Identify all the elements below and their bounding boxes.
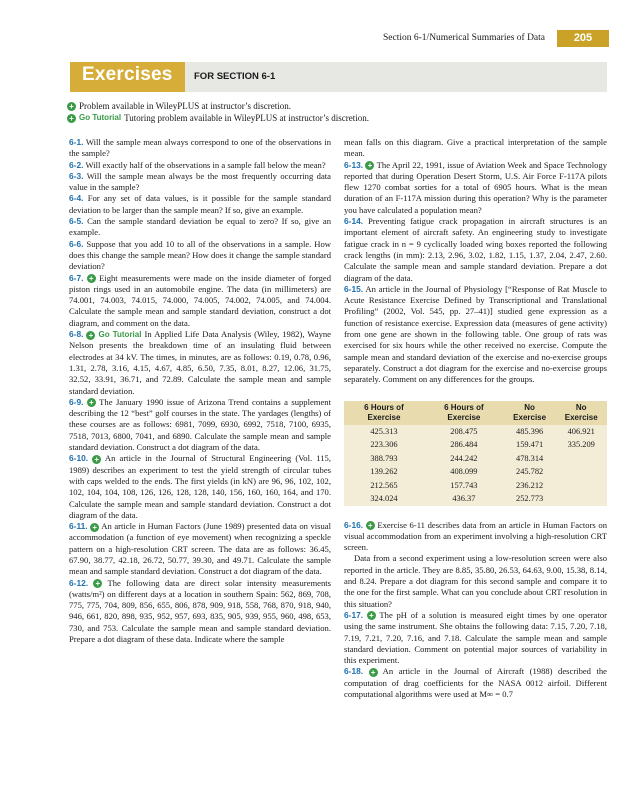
- exercise-6-14: [344, 216, 607, 284]
- exercise-number: 6-5.: [69, 216, 84, 227]
- exercise-number: 6-1.: [69, 137, 84, 147]
- table-cell: 406.921: [555, 425, 607, 439]
- table-header-cell: No Exercise: [504, 401, 556, 425]
- table-cell: 245.782: [504, 465, 556, 479]
- right-column: [344, 137, 607, 700]
- legend-tutorial-text: Tutoring problem available in WileyPLUS at instructor’s discretion.: [124, 113, 370, 123]
- table-cell: 139.262: [344, 465, 424, 479]
- page-number: 205: [557, 30, 609, 47]
- table-cell: 478.314: [504, 452, 556, 466]
- left-column: [69, 137, 331, 645]
- table-cell: 252.773: [504, 492, 556, 506]
- gene-expression-table: [344, 401, 607, 506]
- exercise-6-2: [69, 160, 331, 171]
- exercise-6-7: [69, 273, 331, 329]
- table-row: [344, 465, 607, 479]
- legend-problem-text: Problem available in WileyPLUS at instructor’s discretion.: [79, 101, 292, 111]
- table-cell: [555, 452, 607, 466]
- exercise-number: 6-2.: [69, 159, 84, 170]
- exercise-6-17: [344, 610, 607, 666]
- go-tutorial-label: Go Tutorial: [79, 113, 122, 122]
- exercise-number: 6-10.: [69, 453, 89, 464]
- exercise-number: 6-18.: [344, 666, 364, 677]
- exercise-6-1: [69, 137, 331, 160]
- exercise-text: In Applied Life Data Analysis (Wiley, 1982), Wayne Nelson presents the breakdown time of an insulating fluid between electrodes at 34 kV. The times, in minutes, are as follows: 0.19, 0.78, 0.96, 1.31, 2.78, 3.16, 4.15, 4.67, 4.85, 6.50, 7.35, 8.01, 8.27, 12.06, 31.75, 32.52, 33.91, 36.71, and 72.89. Calculate the sample mean and sample standard deviation.: [69, 329, 331, 396]
- exercise-text: Will exactly half of the observations in a sample fall below the mean?: [85, 159, 326, 170]
- table-cell: 436.37: [424, 492, 504, 506]
- exercise-text: The following data are direct solar intensity measurements (watts/m²) on different days at a location in southern Spain: 562, 869, 708, 775, 775, 704, 809, 856, 655, 806, 878, 909, 918, 558, 768, 870, 918, 940, 946, 661, 820, 898, 935, 952, 957, 693, 835, 905, 939, 955, 960, 498, 653, 730, and 753. Calculate the sample mean and sample standard deviation. Prepare a dot diagram of these data. Indicate where the sample: [69, 577, 331, 645]
- table-header-cell: 6 Hours of Exercise: [424, 401, 504, 425]
- plus-icon: +: [86, 331, 95, 340]
- go-tutorial-label: Go Tutorial: [98, 330, 142, 340]
- table-cell: 335.209: [555, 438, 607, 452]
- plus-icon: +: [67, 114, 76, 123]
- exercise-6-12-continued: mean falls on this diagram. Give a practical interpretation of the sample mean.: [344, 137, 607, 159]
- running-head: Section 6-1/Numerical Summaries of Data: [383, 33, 545, 43]
- table-cell: 286.484: [424, 438, 504, 452]
- exercise-text: Will the sample mean always be the most frequently occurring data value in the sample?: [69, 170, 331, 193]
- table-cell: 388.793: [344, 452, 424, 466]
- exercise-text: Will the sample mean always correspond to one of the observations in the sample?: [69, 137, 331, 159]
- exercise-number: 6-12.: [69, 577, 89, 588]
- exercise-text: For any set of data values, is it possible for the sample standard deviation to be larger than the sample mean? If so, give an example.: [69, 193, 331, 215]
- table-row: [344, 492, 607, 506]
- table-cell: 212.565: [344, 479, 424, 493]
- exercise-text: An article in the Journal of Structural Engineering (Vol. 115, 1989) describes an experiment to test the yield strength of circular tubes with caps welded to the ends. The first yields (in kN) are 96, 96, 102, 102, 102, 104, 104, 108, 126, 126, 128, 128, 140, 156, 160, 160, 164, and 170. Calculate the sample mean and sample standard deviation. Construct a dot diagram of the data.: [69, 453, 331, 520]
- exercise-6-16: [344, 520, 607, 554]
- table-header-cell: 6 Hours of Exercise: [344, 401, 424, 425]
- exercise-6-9: [69, 397, 331, 453]
- exercise-text: Eight measurements were made on the inside diameter of forged piston rings used in an automobile engine. The data (in millimeters) are 74.001, 74.003, 74.015, 74.000, 74.005, 74.002, 74.005, and 74.004. Calculate the sample mean and sample standard deviation, construct a dot diagram, and comment on the data.: [69, 272, 331, 328]
- exercise-6-5: [69, 216, 331, 239]
- exercise-6-11: [69, 521, 331, 577]
- plus-icon: +: [67, 102, 76, 111]
- exercise-number: 6-9.: [69, 396, 84, 407]
- exercise-text: An article in Human Factors (June 1989) presented data on visual accommodation (a function of eye movement) when recognizing a speckle pattern on a high-resolution CRT screen. The data are as follows: 36.45, 67.90, 38.77, 42.18, 26.72, 50.77, 39.30, and 49.71. Calculate the sample mean and sample standard deviation. Construct a dot diagram of the data.: [69, 521, 331, 577]
- table-cell: 236.212: [504, 479, 556, 493]
- table-cell: [555, 465, 607, 479]
- plus-icon: +: [93, 579, 102, 588]
- plus-icon: +: [90, 523, 99, 532]
- exercise-text: Preventing fatigue crack propagation in aircraft structures is an important element of aircraft safety. An engineering study to investigate fatigue crack in n = 9 cyclically loaded wing boxes reported the following crack lengths (in mm): 2.13, 2.96, 3.02, 1.82, 1.15, 1.37, 2.04, 2.47, 2.60. Calculate the sample mean and sample standard deviation. Prepare a dot diagram of the data.: [344, 216, 607, 283]
- table-header-row: [344, 401, 607, 425]
- exercise-text: Exercise 6-11 describes data from an article in Human Factors on visual accommodation from an experiment involving a high-resolution CRT screen.: [344, 519, 607, 553]
- exercise-text: An article in the Journal of Physiology [“Response of Rat Muscle to Acute Resistance Exercise Defined by Transcriptional and Translational Profiling” (2002, Vol. 545, pp. 27–41)] studied gene expression as a function of resistance exercise. Expression data (measures of gene activity) from one gene are shown in the following table. One group of rats was exercised for six hours while the other received no exercise. Compute the sample mean and standard deviation of the exercise and no-exercise groups separately. Construct a dot diagram for the exercise and no-exercise groups separately. Comment on any differences for the groups.: [344, 283, 607, 385]
- exercise-6-3: [69, 171, 331, 194]
- plus-icon: +: [366, 521, 375, 530]
- banner-subtitle: FOR SECTION 6-1: [194, 71, 276, 82]
- table-cell: 223.306: [344, 438, 424, 452]
- exercise-text: The pH of a solution is measured eight times by one operator using the same instrument. She obtains the following data: 7.15, 7.20, 7.18, 7.19, 7.21, 7.20, 7.16, and 7.18. Calculate the sample mean and sample standard deviation. Comment on potential major sources of variability in this experiment.: [344, 609, 607, 666]
- legend: [67, 100, 369, 124]
- exercise-text: Can the sample standard deviation be equal to zero? If so, give an example.: [69, 216, 331, 238]
- exercise-number: 6-8.: [69, 329, 84, 340]
- exercise-number: 6-7.: [69, 272, 84, 283]
- exercises-banner: [70, 62, 607, 92]
- table-cell: 485.396: [504, 425, 556, 439]
- exercise-6-6: [69, 239, 331, 273]
- table-row: [344, 425, 607, 439]
- exercise-text: Suppose that you add 10 to all of the observations in a sample. How does this change the sample mean? How does it change the sample standard deviation?: [69, 238, 332, 272]
- exercise-text: The April 22, 1991, issue of Aviation Week and Space Technology reported that during Operation Desert Storm, U.S. Air Force F-117A pilots flew 1270 combat sorties for a total of 6905 hours. What is the mean duration of an F-117A mission during this operation? Why is the parameter you have calculated a population mean?: [344, 159, 607, 215]
- plus-icon: +: [92, 455, 101, 464]
- banner-tab: [70, 62, 185, 92]
- exercise-number: 6-16.: [344, 519, 364, 530]
- plus-icon: +: [87, 274, 96, 283]
- table-cell: 244.242: [424, 452, 504, 466]
- table-cell: 159.471: [504, 438, 556, 452]
- legend-row-tutorial: [67, 112, 369, 124]
- exercise-number: 6-6.: [69, 238, 84, 249]
- table-row: [344, 479, 607, 493]
- plus-icon: +: [367, 611, 376, 620]
- exercise-6-4: [69, 193, 331, 216]
- table-cell: 425.313: [344, 425, 424, 439]
- table-cell: 408.099: [424, 465, 504, 479]
- plus-icon: +: [87, 398, 96, 407]
- exercise-text: The January 1990 issue of Arizona Trend contains a supplement describing the 12 “best” golf courses in the state. The yardages (lengths) of these courses are as follows: 6981, 7099, 6930, 6992, 7518, 7100, 6935, 7518, 7013, 6800, 7041, and 6890. Calculate the sample mean and sample standard deviation. Construct a dot diagram of the data.: [69, 396, 331, 453]
- table-cell: [555, 479, 607, 493]
- table-cell: 208.475: [424, 425, 504, 439]
- plus-icon: +: [365, 161, 374, 170]
- exercise-6-12: [69, 578, 331, 646]
- exercise-6-15: [344, 284, 607, 386]
- table-cell: 324.024: [344, 492, 424, 506]
- exercise-number: 6-3.: [69, 170, 84, 181]
- exercise-number: 6-11.: [69, 521, 88, 532]
- table-cell: [555, 492, 607, 506]
- table-row: [344, 452, 607, 466]
- exercise-number: 6-4.: [69, 193, 84, 204]
- exercise-6-13: [344, 160, 607, 216]
- table-header-cell: No Exercise: [555, 401, 607, 425]
- exercise-6-8: [69, 329, 331, 397]
- exercise-number: 6-15.: [344, 283, 364, 294]
- exercise-6-18: [344, 666, 607, 700]
- banner-title: Exercises: [82, 64, 173, 85]
- exercise-number: 6-14.: [344, 216, 364, 227]
- table-cell: 157.743: [424, 479, 504, 493]
- exercise-6-16-paragraph-2: Data from a second experiment using a low-resolution screen were also reported in the article. They are 8.85, 35.80, 26.53, 64.63, 9.00, 15.38, 8.14, and 8.24. Prepare a dot diagram for this second sample and compare it to the one for the first sample. What can you conclude about CRT resolution in this situation?: [344, 553, 607, 609]
- exercise-number: 6-17.: [344, 609, 364, 620]
- plus-icon: +: [369, 668, 378, 677]
- exercise-text: An article in the Journal of Aircraft (1988) described the computation of drag coefficients for the NASA 0012 airfoil. Different computational algorithms were used at M∞ = 0.7: [344, 666, 607, 699]
- legend-row-problem: [67, 100, 369, 112]
- table-row: [344, 438, 607, 452]
- exercise-6-10: [69, 453, 331, 521]
- exercise-number: 6-13.: [344, 159, 364, 170]
